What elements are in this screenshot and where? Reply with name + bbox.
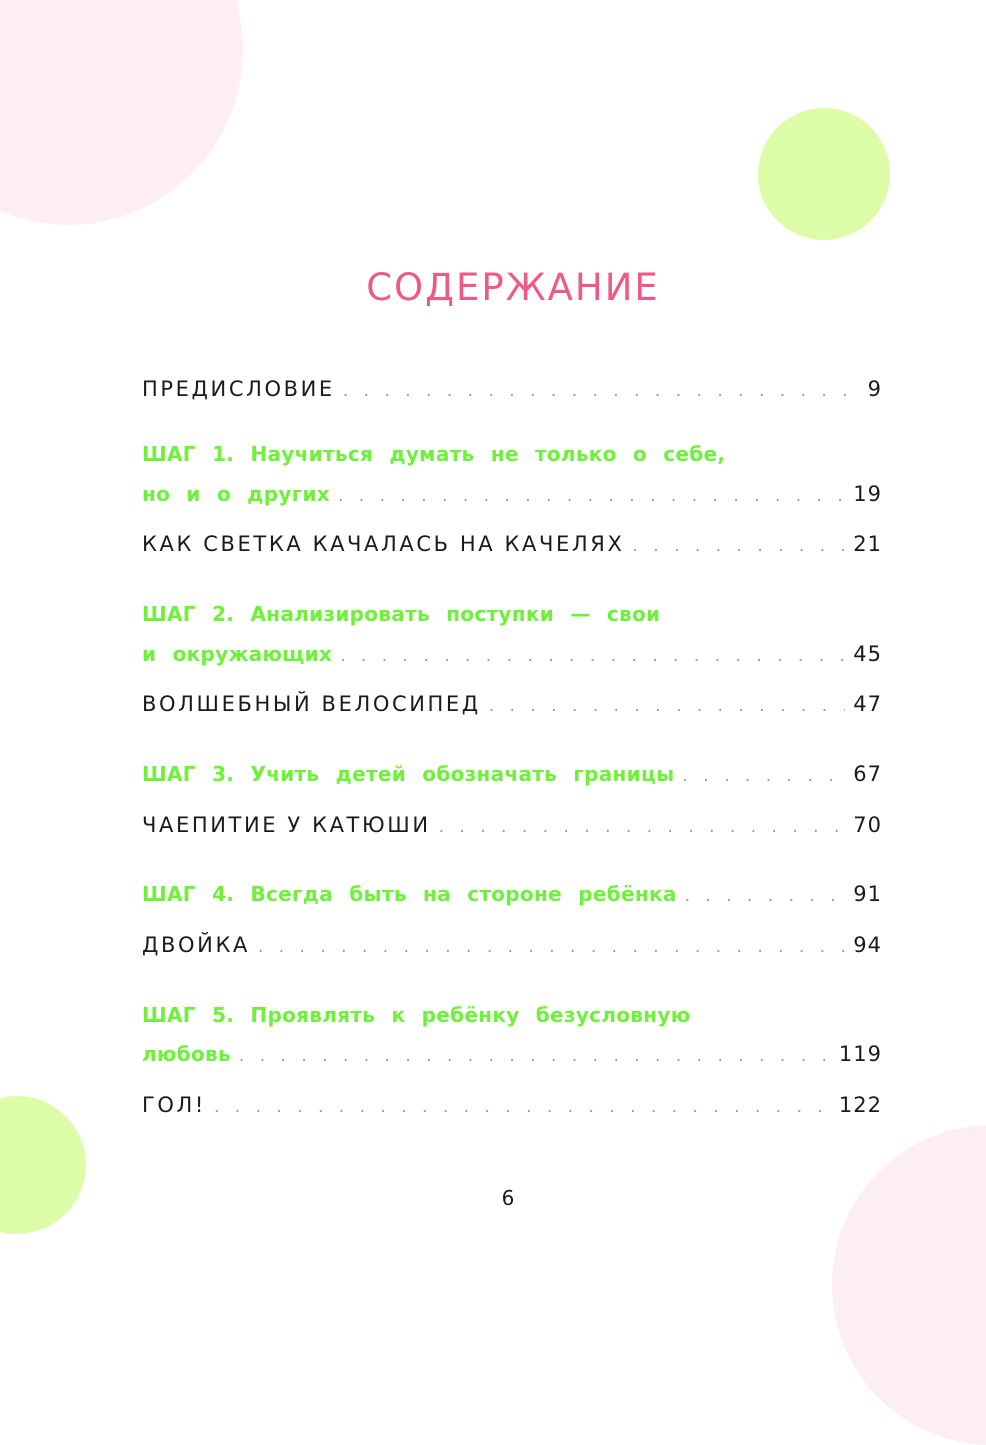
- toc-leader-dots: [214, 1097, 831, 1117]
- toc-leader-dots: [685, 886, 846, 906]
- page-title: СОДЕРЖАНИЕ: [366, 266, 660, 309]
- toc-leader-dots: [239, 1046, 831, 1066]
- toc-entry-page: 67: [853, 762, 882, 786]
- toc-leader-dots: [343, 381, 860, 401]
- toc-entry-title: ДВОЙКА: [142, 933, 250, 957]
- toc-entry[interactable]: [142, 933, 882, 963]
- toc-entry-page: 119: [838, 1042, 882, 1066]
- toc-entry[interactable]: [142, 642, 882, 672]
- toc-entry-page: 9: [867, 377, 882, 401]
- page-number: 6: [501, 1186, 515, 1210]
- toc-step-heading-line[interactable]: ШАГ 2. Анализировать поступки — свои: [142, 602, 661, 626]
- toc-entry-title: КАК СВЕТКА КАЧАЛАСЬ НА КАЧЕЛЯХ: [142, 532, 625, 556]
- toc-entry[interactable]: [142, 692, 882, 722]
- toc-entry-page: 91: [853, 882, 882, 906]
- toc-entry-page: 47: [853, 692, 882, 716]
- toc-step-heading-line[interactable]: ШАГ 5. Проявлять к ребёнку безусловную: [142, 1003, 691, 1027]
- toc-entry[interactable]: [142, 762, 882, 792]
- toc-entry[interactable]: [142, 882, 882, 912]
- toc-entry-title: ГОЛ!: [142, 1093, 206, 1117]
- toc-entry-title: но и о других: [142, 482, 330, 506]
- toc-entry-title: ПРЕДИСЛОВИЕ: [142, 377, 335, 401]
- toc-step-heading-line[interactable]: ШАГ 1. Научиться думать не только о себе,: [142, 442, 726, 466]
- toc-leader-dots: [340, 646, 845, 666]
- toc-entry[interactable]: [142, 377, 882, 407]
- toc-entry-page: 94: [853, 933, 882, 957]
- decorative-green-circle-bottom: [0, 1096, 86, 1234]
- toc-leader-dots: [632, 536, 845, 556]
- toc-leader-dots: [439, 817, 846, 837]
- decorative-green-circle-top: [758, 108, 890, 240]
- toc-entry-title: ВОЛШЕБНЫЙ ВЕЛОСИПЕД: [142, 692, 481, 716]
- toc-entry-page: 70: [853, 813, 882, 837]
- toc-leader-dots: [258, 937, 845, 957]
- toc-entry[interactable]: [142, 1042, 882, 1072]
- toc-entry-title: ШАГ 4. Всегда быть на стороне ребёнка: [142, 882, 677, 906]
- toc-entry-title: ШАГ 3. Учить детей обозначать границы: [142, 762, 675, 786]
- toc-leader-dots: [338, 486, 845, 506]
- toc-leader-dots: [683, 766, 846, 786]
- toc-entry-title: ЧАЕПИТИЕ У КАТЮШИ: [142, 813, 431, 837]
- toc-entry-title: и окружающих: [142, 642, 333, 666]
- toc-entry-page: 19: [853, 482, 882, 506]
- toc-entry[interactable]: [142, 813, 882, 843]
- toc-entry-page: 21: [853, 532, 882, 556]
- toc-entry-title: любовь: [142, 1042, 231, 1066]
- toc-entry[interactable]: [142, 482, 882, 512]
- decorative-pink-circle-top: [0, 0, 243, 225]
- toc-entry-page: 45: [853, 642, 882, 666]
- toc-entry[interactable]: [142, 1093, 882, 1123]
- toc-entry-page: 122: [838, 1093, 882, 1117]
- toc-entry[interactable]: [142, 532, 882, 562]
- decorative-pink-circle-bottom: [832, 1125, 986, 1445]
- toc-leader-dots: [489, 696, 845, 716]
